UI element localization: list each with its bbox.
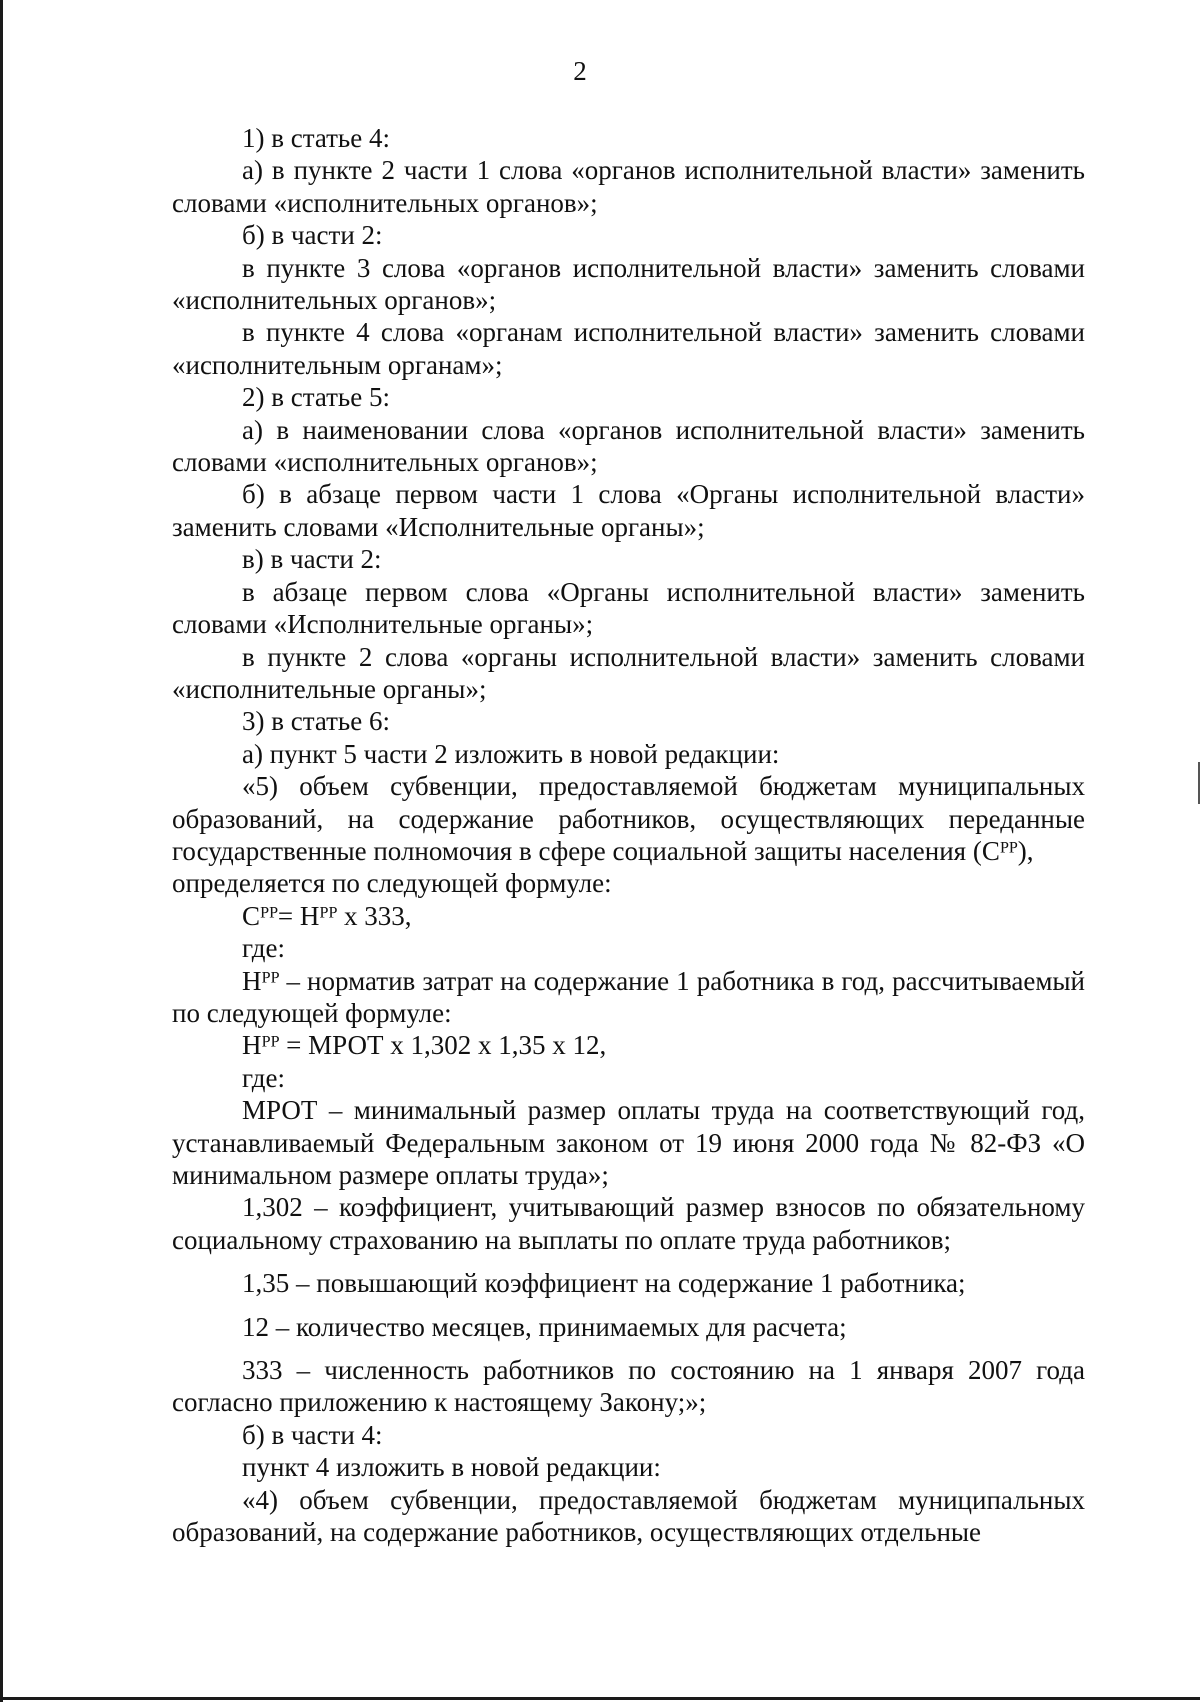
paragraph: 1,302 – коэффициент, учитывающий размер взносов по обязательному социальному страхованию на выплаты по оплате труда работников; — [172, 1192, 1085, 1255]
paragraph: в пункте 2 слова «органы исполнительной власти» заменить словами «исполнительные органы»; — [172, 641, 1085, 704]
paragraph: в) в части 2: — [242, 544, 382, 575]
paragraph: б) в абзаце первом части 1 слова «Органы исполнительной власти» заменить словами «Исполнительные органы»; — [172, 479, 1085, 542]
paragraph: б) в части 4: — [242, 1419, 383, 1450]
paragraph: «5) объем субвенции, предоставляемой бюджетам муниципальных образований, на содержание работников, осуществляющих переданные государственные полномочия в сфере социальной защиты населения (Cᴾᴾ), — [172, 771, 1085, 866]
paragraph: 1) в статье 4: — [242, 123, 390, 153]
formula: Cᴾᴾ= Hᴾᴾ x 333, — [242, 900, 412, 931]
scan-border-bottom — [0, 1697, 1200, 1700]
paragraph: 1,35 – повышающий коэффициент на содержание 1 работника; — [242, 1268, 966, 1299]
document-body — [172, 122, 1085, 1548]
paragraph: а) в наименовании слова «органов исполнительной власти» заменить словами «исполнительных органов»; — [172, 414, 1085, 478]
paragraph: 12 – количество месяцев, принимаемых для расчета; — [242, 1311, 847, 1342]
paragraph: б) в части 2: — [242, 220, 383, 251]
paragraph: а) в пункте 2 части 1 слова «органов исполнительной власти» заменить словами «исполнительных органов»; — [172, 155, 1085, 218]
paragraph: пункт 4 изложить в новой редакции: — [242, 1452, 661, 1483]
paragraph: в абзаце первом слова «Органы исполнительной власти» заменить словами «Исполнительные органы»; — [172, 576, 1085, 640]
paragraph: а) пункт 5 части 2 изложить в новой редакции: — [242, 738, 780, 769]
paragraph: Hᴾᴾ – норматив затрат на содержание 1 работника в год, рассчитываемый по следующей формуле: — [172, 965, 1085, 1028]
paragraph: в пункте 4 слова «органам исполнительной власти» заменить словами «исполнительным органам»; — [172, 317, 1085, 380]
paragraph: где: — [242, 1062, 285, 1093]
paragraph: «4) объем субвенции, предоставляемой бюджетам муниципальных образований, на содержание работников, осуществляющих отдельные — [172, 1484, 1085, 1548]
paragraph: определяется по следующей формуле: — [172, 868, 612, 899]
paragraph: 333 – численность работников по состоянию на 1 января 2007 года согласно приложению к настоящему Закону;»; — [172, 1355, 1085, 1418]
paragraph: в пункте 3 слова «органов исполнительной власти» заменить словами «исполнительных органов»; — [172, 252, 1085, 316]
scan-border-left — [0, 0, 3, 1702]
formula: Hᴾᴾ = МРОТ x 1,302 x 1,35 x 12, — [242, 1030, 607, 1061]
paragraph: 3) в статье 6: — [242, 706, 390, 737]
paragraph: где: — [242, 933, 285, 964]
paragraph: МРОТ – минимальный размер оплаты труда на соответствующий год, устанавливаемый Федеральным законом от 19 июня 2000 года № 82-ФЗ «О минимальном размере оплаты труда»; — [172, 1095, 1085, 1190]
paragraph: 2) в статье 5: — [242, 382, 390, 413]
page-number: 2 — [573, 56, 587, 86]
